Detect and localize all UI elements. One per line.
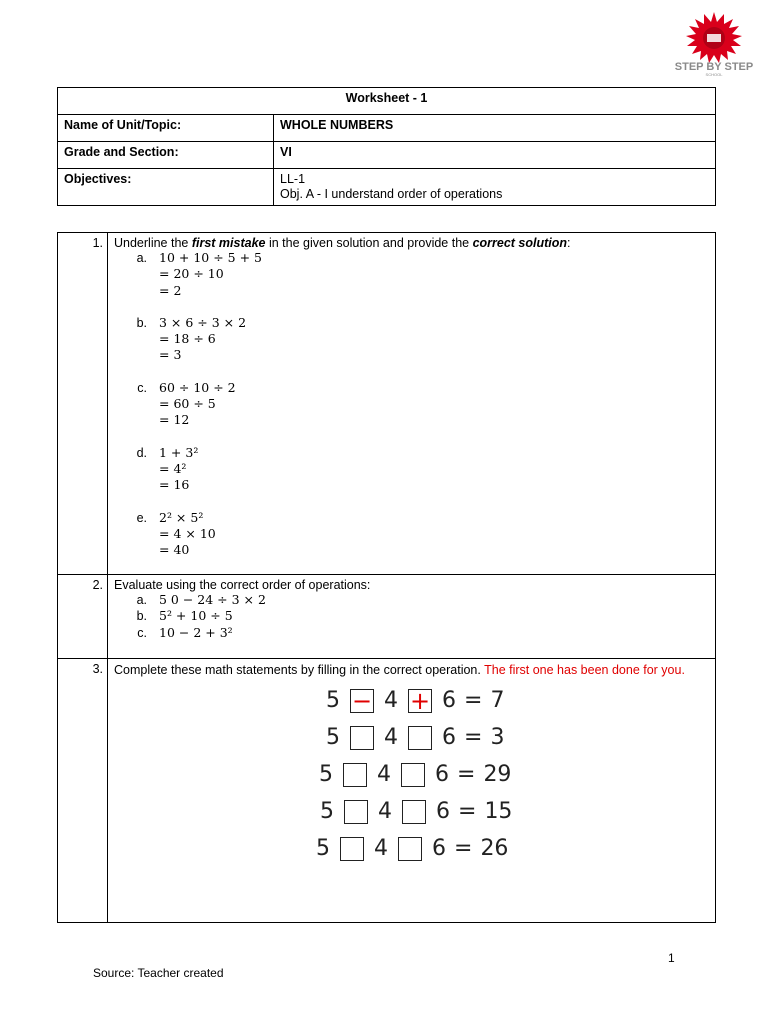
grade-label: Grade and Section:	[58, 142, 274, 169]
list-item: c. 10 − 2 + 3²	[137, 624, 233, 640]
questions-table	[57, 232, 716, 923]
source-note: Source: Teacher created	[93, 966, 224, 980]
puzzle-row: 5 4 6 = 29	[319, 762, 512, 787]
question-number: 2.	[58, 575, 108, 659]
operation-box[interactable]	[402, 800, 426, 824]
topic-label: Name of Unit/Topic:	[58, 115, 274, 142]
operation-box[interactable]	[340, 837, 364, 861]
question-number: 1.	[58, 233, 108, 575]
objectives-value	[274, 169, 716, 206]
list-item: c. 60 ÷ 10 ÷ 2 = 60 ÷ 5 = 12	[137, 379, 236, 428]
operation-box: −	[351, 686, 373, 715]
puzzle-row: 5 4 6 = 3	[326, 725, 505, 750]
list-item: b. 3 × 6 ÷ 3 × 2 = 18 ÷ 6 = 3	[136, 314, 247, 363]
list-item: b. 5² + 10 ÷ 5	[136, 608, 233, 624]
operation-puzzle	[114, 688, 709, 878]
operation-box[interactable]	[343, 763, 367, 787]
school-logo	[672, 10, 756, 76]
logo-text: STEP BY STEP	[674, 61, 754, 73]
question-1-prompt: Underline the first mistake in the given solution and provide the correct solution:	[114, 236, 571, 250]
question-number: 3.	[58, 659, 108, 923]
worksheet-title: Worksheet - 1	[58, 88, 716, 115]
sunburst-icon	[686, 12, 742, 63]
topic-value: WHOLE NUMBERS	[274, 115, 716, 142]
puzzle-row: 5 4 6 = 15	[320, 799, 513, 824]
list-item: a. 10 + 10 ÷ 5 + 5 = 20 ÷ 10 = 2	[136, 250, 262, 298]
objective-code: LL-1	[280, 172, 306, 186]
question-3	[108, 659, 716, 923]
question-3-prompt: Complete these math statements by filling in the correct operation. The first one has been done for you.	[114, 663, 685, 677]
operation-box[interactable]	[350, 726, 374, 750]
operation-box[interactable]	[401, 763, 425, 787]
question-2-prompt: Evaluate using the correct order of operations:	[114, 578, 371, 592]
puzzle-row: 5 − 4 + 6 = 7	[326, 686, 505, 715]
objectives-label: Objectives:	[58, 169, 274, 206]
logo-subtext: SCHOOL	[705, 72, 723, 76]
operation-box[interactable]	[344, 800, 368, 824]
puzzle-row: 5 4 6 = 26	[316, 836, 509, 861]
operation-box[interactable]	[398, 837, 422, 861]
operation-box[interactable]	[408, 726, 432, 750]
objective-text: Obj. A - I understand order of operations	[280, 187, 503, 201]
question-1	[108, 233, 716, 575]
operation-box: +	[409, 686, 431, 715]
grade-value: VI	[274, 142, 716, 169]
question-2	[108, 575, 716, 659]
page-number: 1	[668, 951, 675, 965]
list-item: a. 5 0 − 24 ÷ 3 × 2	[136, 592, 266, 607]
list-item: e. 2² × 5² = 4 × 10 = 40	[136, 509, 216, 558]
list-item: d. 1 + 3² = 4² = 16	[136, 444, 199, 493]
worksheet-header-table	[57, 87, 716, 206]
